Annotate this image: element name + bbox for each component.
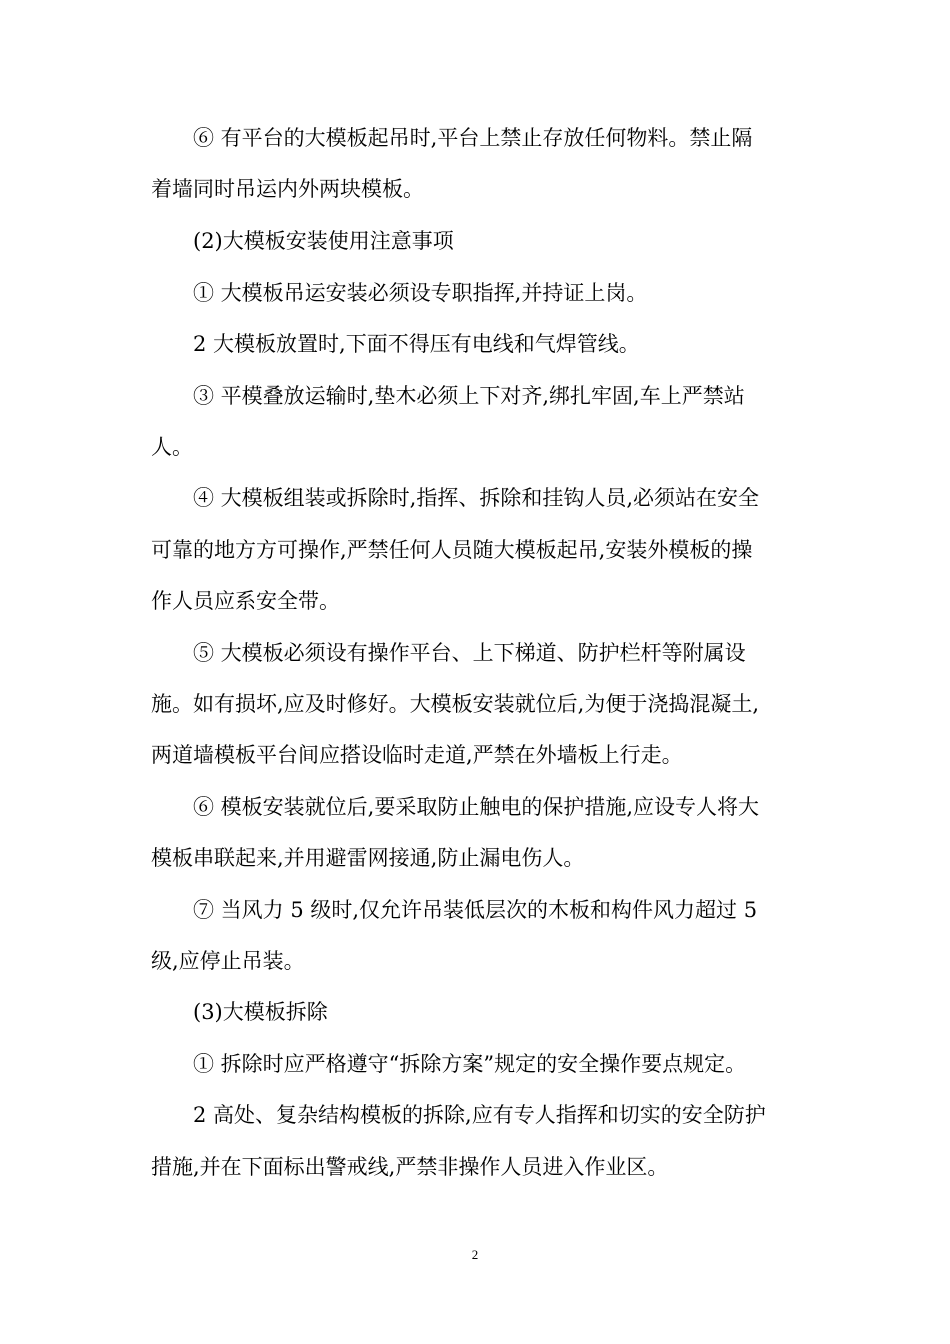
text-line: 可靠的地方方可操作,严禁任何人员随大模板起吊,安装外模板的操 — [151, 538, 753, 562]
text-line: ① 拆除时应严格遵守“拆除方案”规定的安全操作要点规定。 — [193, 1052, 747, 1076]
text-line: 措施,并在下面标出警戒线,严禁非操作人员进入作业区。 — [151, 1155, 669, 1179]
text-line: ⑤ 大模板必须设有操作平台、上下梯道、防护栏杆等附属设 — [193, 641, 746, 665]
text-line: ④ 大模板组装或拆除时,指挥、拆除和挂钩人员,必须站在安全 — [193, 486, 760, 510]
text-line: 作人员应系安全带。 — [151, 589, 340, 613]
text-line: 两道墙模板平台间应搭设临时走道,严禁在外墙板上行走。 — [151, 743, 683, 767]
text-line: ⑦ 当风力 5 级时,仅允许吊装低层次的木板和构件风力超过 5 — [193, 898, 758, 922]
text-line: (2)大模板安装使用注意事项 — [193, 229, 454, 253]
page-number: 2 — [471, 1247, 479, 1262]
text-line: ③ 平模叠放运输时,垫木必须上下对齐,绑扎牢固,车上严禁站 — [193, 384, 745, 408]
text-line: 着墙同时吊运内外两块模板。 — [151, 177, 424, 201]
text-line: ⑥ 有平台的大模板起吊时,平台上禁止存放任何物料。禁止隔 — [193, 126, 753, 150]
text-line: 级,应停止吊装。 — [151, 949, 305, 973]
text-line: (3)大模板拆除 — [193, 1000, 328, 1024]
text-line: ⑥ 模板安装就位后,要采取防止触电的保护措施,应设专人将大 — [193, 795, 760, 819]
text-line: 施。如有损坏,应及时修好。大模板安装就位后,为便于浇捣混凝土, — [151, 692, 760, 716]
text-line: 2 大模板放置时,下面不得压有电线和气焊管线。 — [193, 332, 640, 356]
text-line: ① 大模板吊运安装必须设专职指挥,并持证上岗。 — [193, 281, 648, 305]
text-line: 人。 — [151, 435, 193, 459]
text-line: 模板串联起来,并用避雷网接通,防止漏电伤人。 — [151, 846, 585, 870]
text-line: 2 高处、复杂结构模板的拆除,应有专人指挥和切实的安全防护 — [193, 1103, 766, 1127]
